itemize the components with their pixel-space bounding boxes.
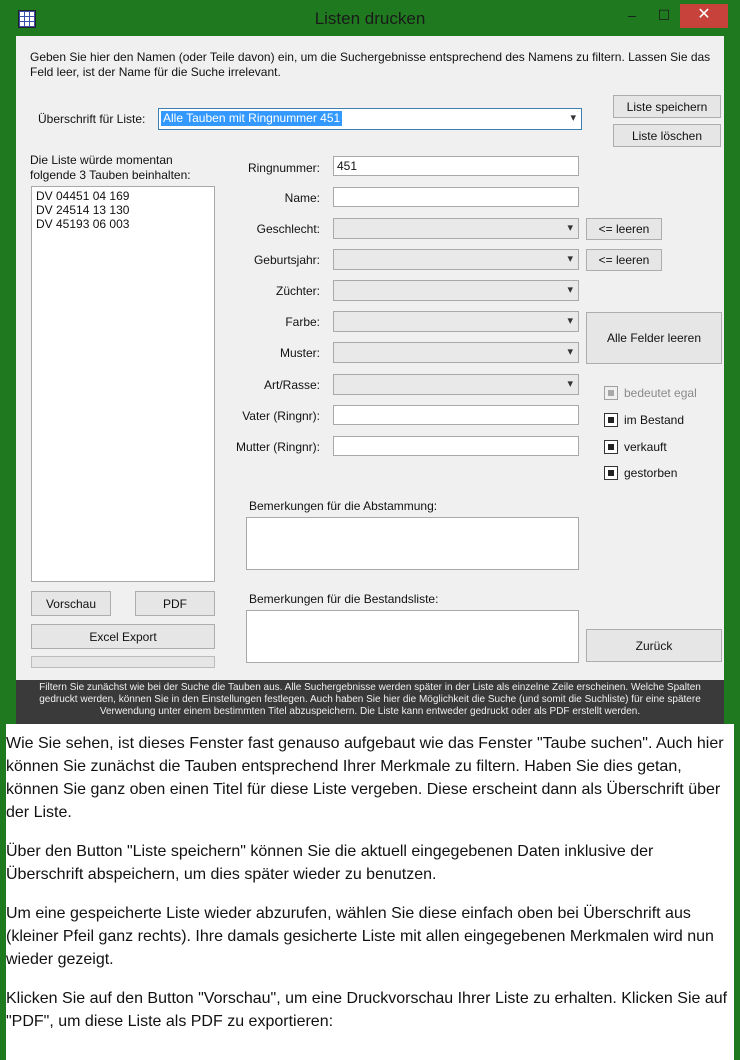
chevron-down-icon[interactable]: ▾ [567,253,573,265]
vater-label: Vater (Ringnr): [242,409,320,423]
name-label: Name: [284,191,320,205]
chevron-down-icon[interactable]: ▾ [567,222,573,234]
abstammung-label: Bemerkungen für die Abstammung: [249,499,438,513]
gestorben-label: gestorben [624,466,678,480]
geburtsjahr-label: Geburtsjahr: [253,253,320,267]
list-item[interactable]: DV 45193 06 003 [36,217,130,231]
title-bar [6,0,734,36]
preview-button[interactable]: Vorschau [31,591,111,616]
window-title: Listen drucken [314,9,426,28]
abstammung-textarea[interactable] [246,517,579,570]
footer-hint: Filtern Sie zunächst wie bei der Suche die Tauben aus. Alle Suchergebnisse werden später in der Liste als einzelne Zeile erscheinen. Welche Spalten gedruckt werden, können Sie in den Einstellungen festlegen. Auch haben Sie hier die Möglichkeit die Suche (und somit die Suchliste) für eine spätere Verwendung unter einem bestimmten Titel abzuspeichern. Die Liste kann entweder gedruckt oder als PDF erstellt werden. [16,680,724,724]
pdf-button[interactable]: PDF [135,591,215,616]
close-icon[interactable]: ✕ [680,4,728,28]
vater-input[interactable] [333,405,579,425]
verkauft-label: verkauft [624,440,667,454]
ringnummer-input[interactable]: 451 [333,156,579,176]
verkauft-checkbox[interactable] [604,440,618,454]
muster-select[interactable] [333,342,579,363]
chevron-down-icon[interactable]: ▾ [570,112,576,124]
name-input[interactable] [333,187,579,207]
chevron-down-icon[interactable]: ▾ [567,378,573,390]
delete-list-button[interactable]: Liste löschen [613,124,721,147]
excel-export-button[interactable]: Excel Export [31,624,215,649]
list-caption-line2: folgende 3 Tauben beinhalten: [30,168,191,182]
geschlecht-select[interactable] [333,218,579,239]
list-caption-line1: Die Liste würde momentan [30,153,173,167]
client-area [16,36,724,724]
heading-combo[interactable] [158,108,582,130]
farbe-select[interactable] [333,311,579,332]
clear-all-button[interactable]: Alle Felder leeren [586,312,722,364]
mutter-input[interactable] [333,436,579,456]
article-paragraph: Klicken Sie auf den Button "Vorschau", um eine Druckvorschau Ihrer Liste zu erhalten. Klicken Sie auf "PDF", um diese Liste als PDF zu exportieren: [6,990,728,1030]
chevron-down-icon[interactable]: ▾ [567,346,573,358]
geschlecht-label: Geschlecht: [256,222,320,236]
pigeon-listbox[interactable] [31,186,215,582]
list-item[interactable]: DV 04451 04 169 [36,189,130,203]
ringnummer-label: Ringnummer: [247,161,320,175]
chevron-down-icon[interactable]: ▾ [567,315,573,327]
farbe-label: Farbe: [285,315,320,329]
heading-label: Überschrift für Liste: [38,112,146,126]
legend-label: bedeutet egal [624,386,697,400]
minimize-icon[interactable]: – [628,7,636,23]
article-paragraph: Um eine gespeicherte Liste wieder abzurufen, wählen Sie diese einfach oben bei Überschrift aus (kleiner Pfeil ganz rechts). Ihre damals gesicherte Liste mit allen eingegebenen Merkmalen wird nun wieder gezeigt. [6,905,714,968]
zuechter-label: Züchter: [275,284,320,298]
bestandsliste-textarea[interactable] [246,610,579,663]
maximize-icon[interactable]: ☐ [657,7,671,23]
legend-checkbox [604,386,618,400]
clear-year-button[interactable]: <= leeren [586,249,662,271]
bestand-label: im Bestand [624,413,685,427]
chevron-down-icon[interactable]: ▾ [567,284,573,296]
article-paragraph: Wie Sie sehen, ist dieses Fenster fast genauso aufgebaut wie das Fenster "Taube suchen". Auch hier können Sie zunächst die Tauben entsprechend Ihrer Merkmale zu filtern. Haben Sie dies getan, können Sie ganz oben einen Titel für diese Liste vergeben. Diese erscheint dann als Überschrift über der Liste. [6,735,724,821]
intro-text: Geben Sie hier den Namen (oder Teile davon) ein, um die Suchergebnisse entsprechend des Namens zu filtern. Lassen Sie das Feld leer, ist der Name für die Suche irrelevant. [30,50,711,79]
art-label: Art/Rasse: [263,378,320,392]
muster-label: Muster: [279,346,320,360]
bestand-checkbox[interactable] [604,413,618,427]
geburtsjahr-select[interactable] [333,249,579,270]
back-button[interactable]: Zurück [586,629,722,662]
save-list-button[interactable]: Liste speichern [613,95,721,118]
article-paragraph: Über den Button "Liste speichern" können Sie die aktuell eingegebenen Daten inklusive der Überschrift abspeichern, um dies später wieder zu benutzen. [6,843,654,883]
art-select[interactable] [333,374,579,395]
progress-bar [31,656,215,668]
gestorben-checkbox[interactable] [604,466,618,480]
bestandsliste-label: Bemerkungen für die Bestandsliste: [249,592,439,606]
list-item[interactable]: DV 24514 13 130 [36,203,130,217]
article-text [6,732,732,1049]
listen-drucken-window [6,0,734,724]
page [6,0,734,1060]
zuechter-select[interactable] [333,280,579,301]
mutter-label: Mutter (Ringnr): [235,440,320,454]
heading-value: Alle Tauben mit Ringnummer 451 [163,111,341,125]
clear-sex-button[interactable]: <= leeren [586,218,662,240]
